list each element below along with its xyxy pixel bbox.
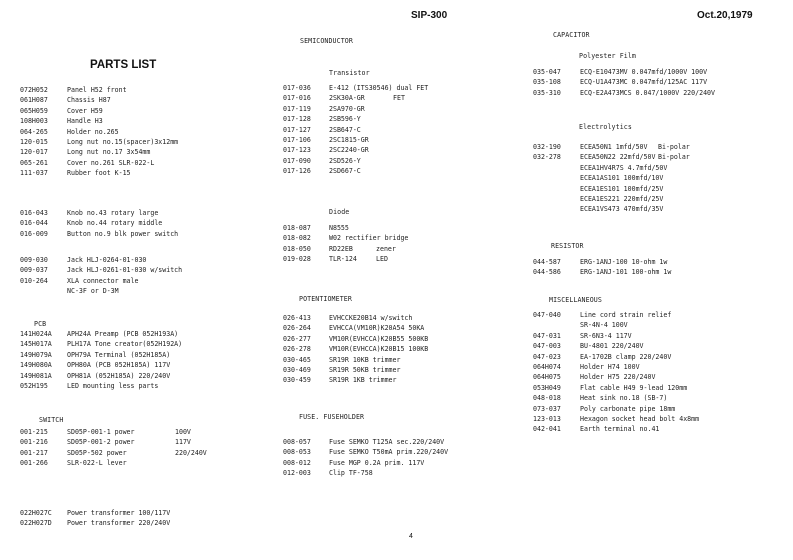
part-description: 2SK30A-GR [329,94,365,103]
page-title: PARTS LIST [90,59,157,71]
part-description: SR19R 10KB trimmer [329,355,401,364]
part-number: 030-469 [283,366,311,374]
part-number: 035-047 [533,68,561,76]
part-description: ECEA1HV4R7S 4.7mfd/50V [580,163,668,172]
part-description: Handle H3 [67,117,103,126]
part-description: ERG-1ANJ-100 10-ohm 1w [580,258,668,266]
part-description: VM10R(EVHCCA)K20B55 500KB [329,334,429,343]
part-number: 149H080A [20,361,52,370]
part-number: 072H052 [20,86,48,94]
part-number: 065H059 [20,106,48,115]
part-description: VM10R(EVHCCA)K20B15 100KB [329,345,429,354]
part-number: 111-037 [20,169,48,178]
part-description: 2SD526-Y [329,156,361,165]
part-description: SD05P-001-2 power [67,438,135,447]
polyester-heading: Polyester Film [579,52,636,60]
part-description: Button no.9 blk power switch [67,229,179,238]
part-description: 2SD667-C [329,167,361,176]
part-number: 018-050 [283,244,311,253]
part-number: 149H081A [20,371,52,380]
part-number: 012-003 [283,469,311,478]
part-description: W02 rectifier bridge [329,234,409,243]
part-description: ECQ-E2A473MCS 0.047/1000V 220/240V [580,88,715,97]
part-number: 017-016 [283,94,311,103]
part-number: 120-015 [20,138,48,146]
part-number: 065-261 [20,158,48,167]
part-description: 2SC2240-GR [329,146,369,155]
part-number: 035-310 [533,88,561,97]
part-description: Knob no.44 rotary middle [67,219,163,228]
part-number: 032-278 [533,153,561,162]
part-number: 026-278 [283,345,311,354]
part-description: ERG-1ANJ-101 100-ohm 1w [580,268,672,277]
part-number: 017-128 [283,115,311,124]
part-number: 026-413 [283,314,311,322]
part-description: SR19R 50KB trimmer [329,366,401,374]
page-number: 4 [409,533,413,540]
part-description: Chassis H87 [67,96,111,105]
part-description: Long nut no.17 3x54mm [67,148,151,157]
part-number: 001-215 [20,428,48,436]
part-description: Earth terminal no.41 [580,425,660,434]
part-number: 120-017 [20,148,48,157]
part-description: Holder no.265 [67,127,119,136]
transistor-heading: Transistor [329,69,370,77]
switch-heading: SWITCH [39,416,64,424]
part-description: OPH79A Terminal (052H185A) [67,350,171,359]
part-number: 064H074 [533,363,561,371]
part-number: 108H003 [20,117,48,126]
part-number: 026-277 [283,334,311,343]
part-note: 117V [175,438,191,447]
part-number: 145H017A [20,340,52,349]
part-number: 047-003 [533,342,561,351]
part-description: EA-1702B clamp 220/240V [580,352,672,361]
part-number: 048-018 [533,394,561,403]
part-description: ECEA1ES221 220mfd/25V [580,195,664,203]
semiconductor-heading: SEMICONDUCTOR [300,37,353,45]
resistor-heading: RESISTOR [551,242,584,250]
model-header: SIP-300 [411,10,448,21]
part-description: N8555 [329,224,349,232]
part-description: EVHCCA(VM10R)K20A54 50KA [329,324,425,333]
part-description: ECEA50N1 1mfd/50V [580,143,648,151]
part-number: 073-037 [533,404,561,413]
part-description: Cover H59 [67,106,103,115]
part-number: 008-057 [283,438,311,446]
part-number: 149H079A [20,350,52,359]
part-description: 2SB647-C [329,125,361,134]
part-description: NC-3F or D-3M [67,287,119,296]
part-description: SD05P-001-1 power [67,428,135,436]
part-number: 001-217 [20,448,48,457]
part-description: E-412 (ITS30546) dual FET [329,84,429,92]
part-description: Rubber foot K-15 [67,169,131,178]
part-number: 017-090 [283,156,311,165]
part-description: Fuse MGP 0.2A prim. 117V [329,458,425,467]
part-description: 2SB596-Y [329,115,361,124]
part-number: 026-264 [283,324,311,333]
part-description: SD05P-502 power [67,448,127,457]
part-number: 019-028 [283,255,311,264]
part-description: Jack HLJ-0261-01-030 w/switch [67,266,183,275]
part-description: ECQ-U1A473MC 0.047mfd/125AC 117V [580,78,708,87]
part-number: 017-119 [283,104,311,113]
part-number: 030-465 [283,355,311,364]
part-description: OPH80A (PCB 052H185A) 117V [67,361,171,370]
part-description: Heat sink no.18 (SB-7) [580,394,668,403]
part-number: 001-216 [20,438,48,447]
part-description: Holder H75 220/240V [580,373,656,382]
part-description: Long nut no.15(spacer)3x12mm [67,138,179,146]
part-description: Fuse SEMKO T125A sec.220/240V [329,438,445,446]
part-number: 044-587 [533,258,561,266]
part-description: Holder H74 100V [580,363,640,371]
part-number: 018-087 [283,224,311,232]
part-description: SR-4N-4 100V [580,321,628,330]
part-number: 053H049 [533,383,561,392]
part-note: 220/240V [175,448,207,457]
part-number: 009-037 [20,266,48,275]
part-number: 010-264 [20,276,48,285]
part-number: 032-190 [533,143,561,151]
part-number: 042-041 [533,425,561,434]
part-number: 047-040 [533,311,561,319]
part-description: SR19R 1KB trimmer [329,376,397,385]
capacitor-heading: CAPACITOR [553,31,590,39]
part-number: 016-009 [20,229,48,238]
part-number: 022H027C [20,509,52,517]
part-number: 017-127 [283,125,311,134]
part-description: Jack HLJ-0264-01-030 [67,256,147,264]
part-number: 030-459 [283,376,311,385]
part-number: 009-030 [20,256,48,264]
part-note: FET [393,94,405,103]
part-description: PLH17A Tone creator(052H192A) [67,340,183,349]
part-number: 064-265 [20,127,48,136]
part-description: Fuse SEMKO T50mA prim.220/240V [329,448,449,457]
potentiometer-heading: POTENTIOMETER [299,295,352,303]
part-description: Cover no.261 SLR-022-L [67,158,155,167]
part-description: Power transformer 100/117V [67,509,171,517]
part-description: XLA connector male [67,276,139,285]
part-note: Bi-polar [658,153,690,162]
misc-heading: MISCELLANEOUS [549,296,602,304]
part-number: 035-108 [533,78,561,87]
part-description: BU-4801 220/240V [580,342,644,351]
part-description: ECEA1VS473 470mfd/35V [580,205,664,214]
part-description: Poly carbonate pipe 18mm [580,404,676,413]
part-number: 044-586 [533,268,561,277]
pcb-heading: PCB [34,320,47,328]
part-number: 016-044 [20,219,48,228]
part-number: 061H087 [20,96,48,105]
part-number: 141H024A [20,330,52,338]
part-note: LED [376,255,388,264]
part-number: 008-053 [283,448,311,457]
part-number: 017-123 [283,146,311,155]
part-number: 001-266 [20,459,48,468]
part-description: 2SC1815-GR [329,136,369,144]
part-description: 2SA970-GR [329,104,365,113]
part-description: RD22EB [329,244,353,253]
part-description: Hexagon socket head bolt 4x8mm [580,415,700,423]
part-description: Clip TF-758 [329,469,373,478]
part-description: Panel H52 front [67,86,127,94]
part-number: 052H195 [20,382,48,390]
electrolytic-heading: Electrolytics [579,123,632,131]
part-description: LED mounting less parts [67,382,159,390]
part-number: 123-013 [533,415,561,423]
part-number: 047-031 [533,331,561,340]
part-number: 047-023 [533,352,561,361]
part-description: Power transformer 220/240V [67,519,171,528]
part-description: EVHCCKE20B14 w/switch [329,314,413,322]
part-note: Bi-polar [658,143,690,151]
part-description: SR-6N3-4 117V [580,331,632,340]
part-description: OPH81A (052H185A) 220/240V [67,371,171,380]
date-header: Oct.20,1979 [697,10,753,21]
fuse-heading: FUSE. FUSEHOLDER [299,413,365,421]
part-number: 064H075 [533,373,561,382]
part-description: Knob no.43 rotary large [67,209,159,217]
diode-heading: Diode [329,208,350,216]
part-note: 100V [175,428,191,436]
part-note: zener [376,244,396,253]
part-number: 017-126 [283,167,311,176]
part-description: SLR-022-L lever [67,459,127,468]
part-number: 008-012 [283,458,311,467]
part-number: 016-043 [20,209,48,217]
part-description: Line cord strain relief [580,311,672,319]
part-description: ECEA1AS101 100mfd/10V [580,174,664,183]
part-description: ECQ-E10473MV 0.047mfd/1000V 100V [580,68,708,76]
part-number: 022H027D [20,519,52,528]
part-description: TLR-124 [329,255,357,264]
part-number: 018-082 [283,234,311,243]
part-number: 017-106 [283,136,311,144]
part-description: ECEA50N22 22mfd/50V [580,153,656,162]
part-description: Flat cable H49 9-lead 120mm [580,383,688,392]
part-description: ECEA1ES101 100mfd/25V [580,184,664,193]
part-number: 017-036 [283,84,311,92]
part-description: APH24A Preamp (PCB 052H193A) [67,330,179,338]
